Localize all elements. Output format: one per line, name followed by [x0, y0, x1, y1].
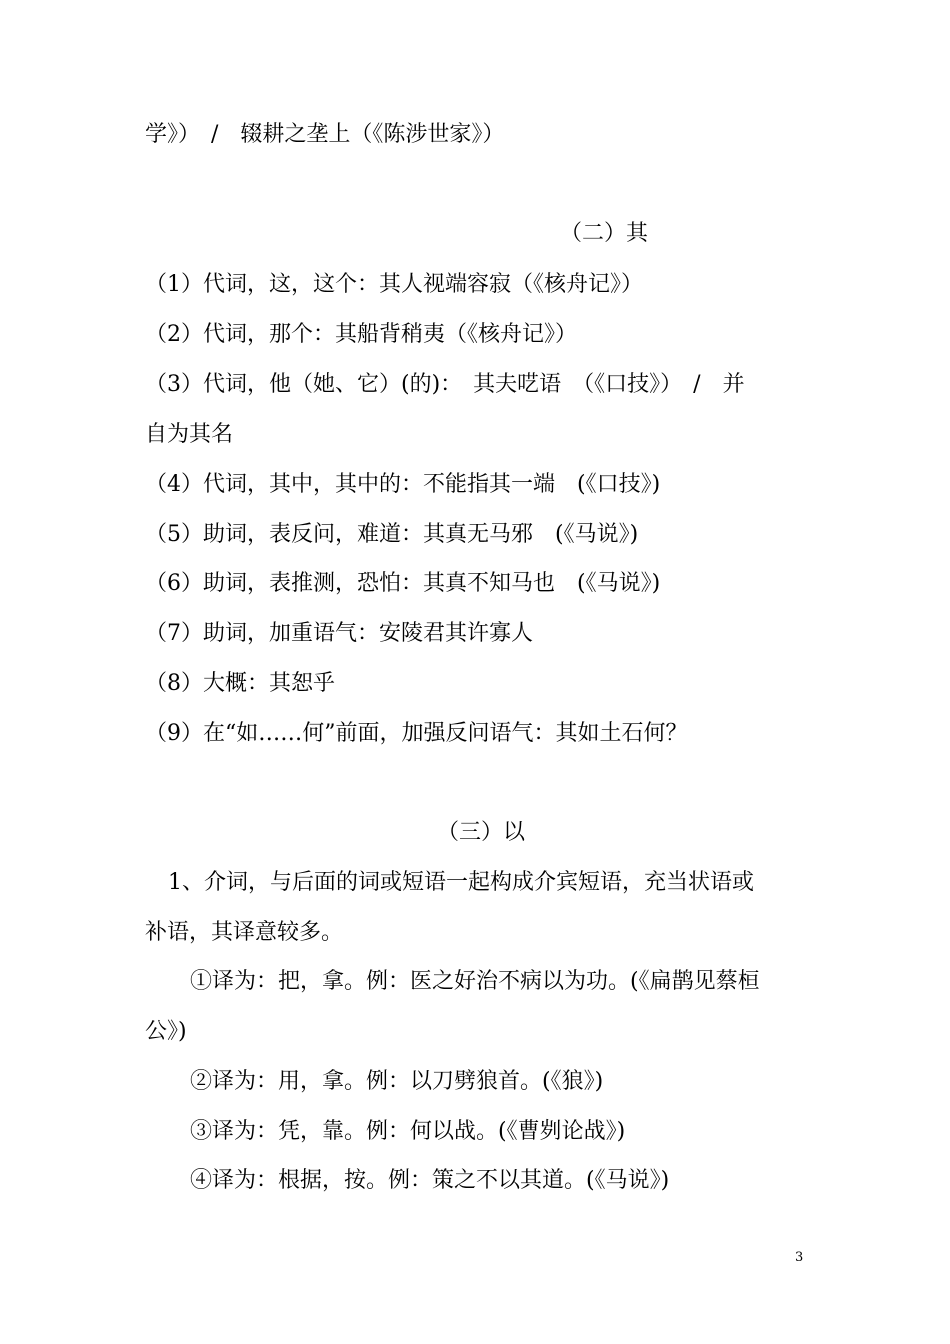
paragraph-line: （1）代词，这，这个：其人视端容寂（《核舟记》） — [145, 272, 643, 297]
paragraph-line: ①译为：把，拿。例：医之好治不病以为功。(《扁鹊见蔡桓 — [190, 969, 760, 994]
paragraph-line: （6）助词，表推测，恐怕：其真不知马也 (《马说》) — [145, 571, 661, 596]
paragraph-line: ②译为：用，拿。例：以刀劈狼首。(《狼》) — [190, 1069, 604, 1094]
paragraph-line: （7）助词，加重语气：安陵君其许寡人 — [145, 621, 533, 646]
paragraph-line: ④译为：根据，按。例：策之不以其道。(《马说》) — [190, 1168, 670, 1193]
paragraph-line: （4）代词，其中，其中的：不能指其一端 (《口技》) — [145, 472, 661, 497]
paragraph-line: ③译为：凭，靠。例：何以战。(《曹刿论战》) — [190, 1119, 626, 1144]
paragraph-line: （2）代词，那个：其船背稍夷（《核舟记》） — [145, 322, 577, 347]
paragraph-line: 补语，其译意较多。 — [145, 920, 344, 945]
paragraph-line: （9）在“如……何”前面，加强反问语气：其如土石何？ — [145, 721, 688, 746]
paragraph-line: 公》) — [145, 1019, 187, 1044]
paragraph-line: （3）代词，他（她、它）(的)： 其夫呓语 （《口技》） / 并 — [145, 372, 745, 397]
page-number: 3 — [795, 1250, 804, 1265]
continuation-line: 学》） / 辍耕之垄上（《陈涉世家》） — [145, 122, 505, 147]
paragraph-line: （5）助词，表反问，难道：其真无马邪 (《马说》) — [145, 522, 639, 547]
paragraph-line: 自为其名 — [145, 422, 234, 447]
section-heading-qi: （二）其 — [560, 221, 649, 246]
paragraph-line: （8）大概：其恕乎 — [145, 671, 335, 696]
section-heading-yi: （三）以 — [437, 820, 526, 845]
paragraph-line: 1、介词，与后面的词或短语一起构成介宾短语，充当状语或 — [168, 870, 754, 895]
